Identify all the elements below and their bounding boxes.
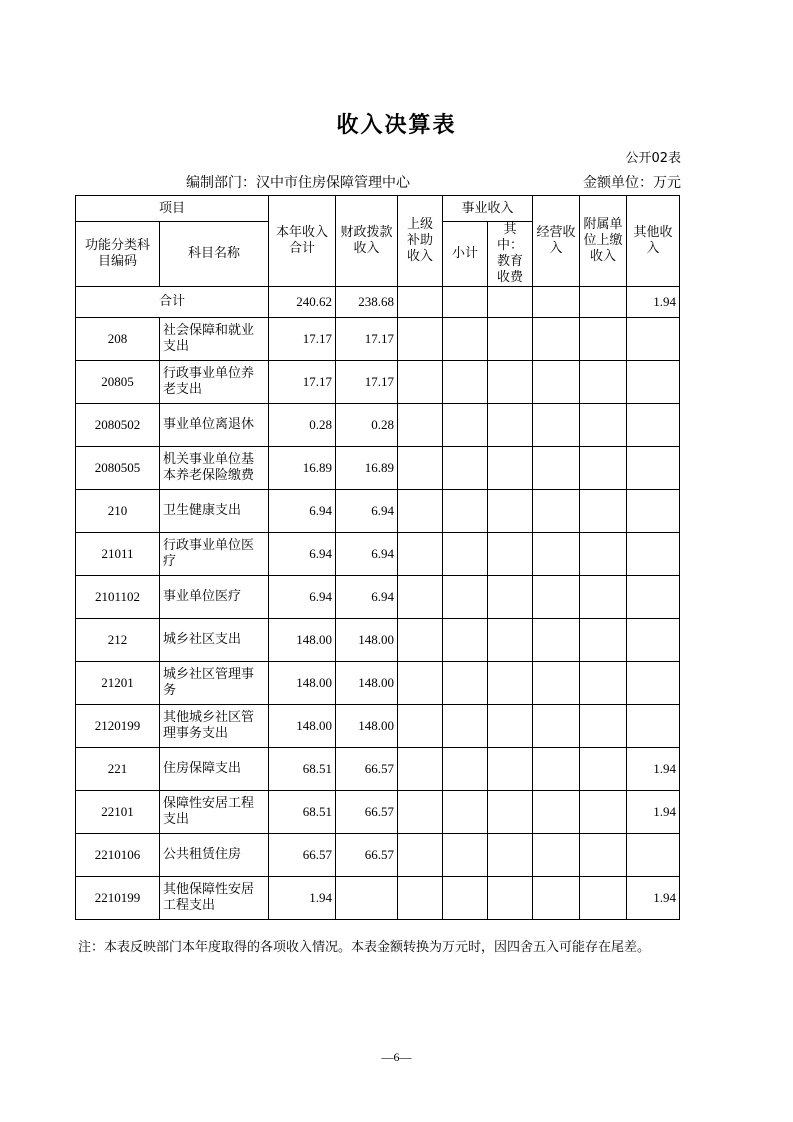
row-affiliated (580, 748, 627, 791)
page-title: 收入决算表 (336, 113, 457, 138)
row-affiliated (580, 361, 627, 404)
row-superior (398, 877, 443, 920)
row-affiliated (580, 447, 627, 490)
row-other: 1.94 (627, 791, 680, 834)
row-total: 148.00 (269, 619, 336, 662)
row-code: 221 (76, 748, 160, 791)
row-other: 1.94 (627, 748, 680, 791)
row-edu-fee (488, 404, 533, 447)
row-other (627, 662, 680, 705)
row-total: 68.51 (269, 748, 336, 791)
total-row (76, 287, 680, 318)
row-operating (533, 361, 580, 404)
row-operating (533, 619, 580, 662)
row-operating (533, 748, 580, 791)
row-total: 1.94 (269, 877, 336, 920)
row-total: 17.17 (269, 318, 336, 361)
row-subtotal (443, 576, 488, 619)
row-total: 17.17 (269, 361, 336, 404)
row-operating (533, 834, 580, 877)
row-subtotal (443, 533, 488, 576)
row-fiscal: 16.89 (336, 447, 398, 490)
row-total: 6.94 (269, 576, 336, 619)
row-edu-fee (488, 447, 533, 490)
row-subtotal (443, 834, 488, 877)
row-superior (398, 748, 443, 791)
row-edu-fee (488, 877, 533, 920)
row-code: 21011 (76, 533, 160, 576)
table-row (76, 318, 680, 361)
row-total: 68.51 (269, 791, 336, 834)
row-code: 208 (76, 318, 160, 361)
row-fiscal: 66.57 (336, 834, 398, 877)
header-superior: 上级补助收入 (398, 196, 443, 287)
row-subtotal (443, 361, 488, 404)
total-income-value: 240.62 (269, 287, 336, 318)
row-name: 事业单位离退休 (160, 404, 269, 447)
row-operating (533, 318, 580, 361)
row-operating (533, 576, 580, 619)
row-subtotal (443, 705, 488, 748)
table-row (76, 490, 680, 533)
row-edu-fee (488, 791, 533, 834)
header-func-code: 功能分类科目编码 (76, 222, 160, 287)
row-edu-fee (488, 619, 533, 662)
row-subtotal (443, 619, 488, 662)
row-operating (533, 662, 580, 705)
table-row (76, 877, 680, 920)
form-number: 公开02表 (625, 151, 681, 166)
row-edu-fee (488, 361, 533, 404)
header-total-income: 本年收入合计 (269, 196, 336, 287)
row-edu-fee (488, 834, 533, 877)
row-operating (533, 490, 580, 533)
row-operating (533, 791, 580, 834)
row-other (627, 361, 680, 404)
row-operating (533, 447, 580, 490)
row-name: 公共租赁住房 (160, 834, 269, 877)
table-row (76, 576, 680, 619)
row-total: 6.94 (269, 533, 336, 576)
row-superior (398, 404, 443, 447)
row-superior (398, 619, 443, 662)
row-fiscal: 66.57 (336, 748, 398, 791)
row-code: 22101 (76, 791, 160, 834)
row-operating (533, 533, 580, 576)
table-row (76, 404, 680, 447)
total-other-value: 1.94 (627, 287, 680, 318)
row-affiliated (580, 318, 627, 361)
row-superior (398, 791, 443, 834)
row-affiliated (580, 404, 627, 447)
row-name: 事业单位医疗 (160, 576, 269, 619)
row-operating (533, 705, 580, 748)
row-edu-fee (488, 705, 533, 748)
row-superior (398, 490, 443, 533)
row-subtotal (443, 748, 488, 791)
row-other (627, 447, 680, 490)
row-name: 其他城乡社区管理事务支出 (160, 705, 269, 748)
row-fiscal: 66.57 (336, 791, 398, 834)
row-affiliated (580, 576, 627, 619)
row-affiliated (580, 490, 627, 533)
row-superior (398, 533, 443, 576)
row-affiliated (580, 619, 627, 662)
row-edu-fee (488, 748, 533, 791)
header-fiscal: 财政拨款收入 (336, 196, 398, 287)
row-affiliated (580, 705, 627, 748)
table-row (76, 662, 680, 705)
header-other: 其他收入 (627, 196, 680, 287)
row-name: 行政事业单位医疗 (160, 533, 269, 576)
row-superior (398, 318, 443, 361)
row-total: 6.94 (269, 490, 336, 533)
row-operating (533, 404, 580, 447)
row-code: 2101102 (76, 576, 160, 619)
header-subject-name: 科目名称 (160, 222, 269, 287)
row-code: 2120199 (76, 705, 160, 748)
row-name: 城乡社区支出 (160, 619, 269, 662)
unit-label: 金额单位：万元 (583, 175, 681, 191)
row-name: 社会保障和就业支出 (160, 318, 269, 361)
row-subtotal (443, 404, 488, 447)
row-total: 148.00 (269, 662, 336, 705)
row-code: 212 (76, 619, 160, 662)
header-subtotal: 小计 (443, 222, 488, 287)
table-row (76, 834, 680, 877)
header-project: 项目 (76, 196, 269, 222)
row-other: 1.94 (627, 877, 680, 920)
table-row (76, 791, 680, 834)
header-operating: 经营收入 (533, 196, 580, 287)
row-affiliated (580, 533, 627, 576)
row-total: 16.89 (269, 447, 336, 490)
department-label: 编制部门：汉中市住房保障管理中心 (186, 175, 410, 191)
row-superior (398, 361, 443, 404)
row-affiliated (580, 662, 627, 705)
row-fiscal (336, 877, 398, 920)
row-fiscal: 17.17 (336, 361, 398, 404)
table-row (76, 705, 680, 748)
row-name: 住房保障支出 (160, 748, 269, 791)
row-fiscal: 17.17 (336, 318, 398, 361)
row-fiscal: 148.00 (336, 619, 398, 662)
row-edu-fee (488, 490, 533, 533)
row-name: 保障性安居工程支出 (160, 791, 269, 834)
row-superior (398, 576, 443, 619)
row-superior (398, 662, 443, 705)
row-fiscal: 6.94 (336, 576, 398, 619)
row-edu-fee (488, 576, 533, 619)
row-code: 2080502 (76, 404, 160, 447)
table-row (76, 533, 680, 576)
row-code: 2210106 (76, 834, 160, 877)
row-total: 0.28 (269, 404, 336, 447)
income-table (75, 195, 680, 920)
row-affiliated (580, 834, 627, 877)
row-affiliated (580, 791, 627, 834)
row-operating (533, 877, 580, 920)
row-total: 148.00 (269, 705, 336, 748)
row-code: 2210199 (76, 877, 160, 920)
row-other (627, 318, 680, 361)
row-other (627, 834, 680, 877)
table-row (76, 748, 680, 791)
row-subtotal (443, 447, 488, 490)
row-edu-fee (488, 533, 533, 576)
row-code: 20805 (76, 361, 160, 404)
table-body (76, 318, 680, 920)
row-subtotal (443, 318, 488, 361)
row-other (627, 404, 680, 447)
row-fiscal: 148.00 (336, 662, 398, 705)
total-fiscal-value: 238.68 (336, 287, 398, 318)
row-other (627, 533, 680, 576)
total-label: 合计 (76, 287, 269, 318)
row-name: 卫生健康支出 (160, 490, 269, 533)
row-code: 21201 (76, 662, 160, 705)
header-business: 事业收入 (443, 196, 533, 222)
row-fiscal: 148.00 (336, 705, 398, 748)
row-subtotal (443, 791, 488, 834)
row-name: 行政事业单位养老支出 (160, 361, 269, 404)
row-subtotal (443, 490, 488, 533)
footnote: 注：本表反映部门本年度取得的各项收入情况。本表金额转换为万元时，因四舍五入可能存在尾差。 (78, 940, 651, 955)
row-fiscal: 6.94 (336, 533, 398, 576)
row-superior (398, 705, 443, 748)
row-code: 210 (76, 490, 160, 533)
row-fiscal: 0.28 (336, 404, 398, 447)
row-subtotal (443, 662, 488, 705)
row-superior (398, 834, 443, 877)
row-other (627, 705, 680, 748)
row-other (627, 619, 680, 662)
row-other (627, 490, 680, 533)
table-row (76, 361, 680, 404)
header-edu-fee: 其中：教育收费 (488, 222, 533, 287)
row-edu-fee (488, 662, 533, 705)
row-affiliated (580, 877, 627, 920)
row-name: 城乡社区管理事务 (160, 662, 269, 705)
row-edu-fee (488, 318, 533, 361)
row-name: 其他保障性安居工程支出 (160, 877, 269, 920)
row-total: 66.57 (269, 834, 336, 877)
row-fiscal: 6.94 (336, 490, 398, 533)
row-code: 2080505 (76, 447, 160, 490)
row-subtotal (443, 877, 488, 920)
header-affiliated: 附属单位上缴收入 (580, 196, 627, 287)
row-name: 机关事业单位基本养老保险缴费 (160, 447, 269, 490)
page-number: —6— (381, 1050, 412, 1064)
row-superior (398, 447, 443, 490)
table-row (76, 447, 680, 490)
table-row (76, 619, 680, 662)
row-other (627, 576, 680, 619)
